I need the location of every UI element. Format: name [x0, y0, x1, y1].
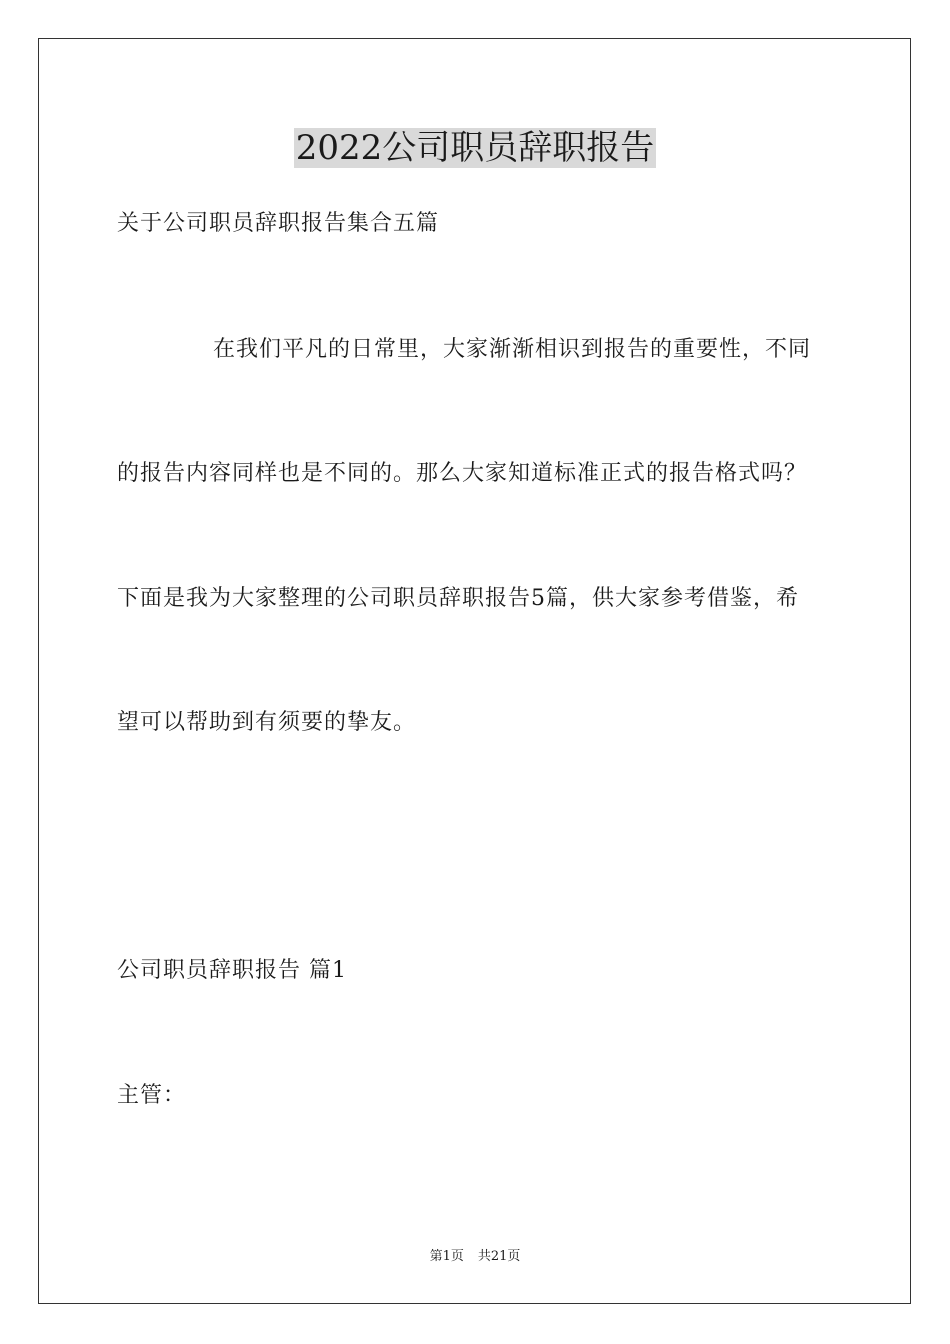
- paragraph-line: 的报告内容同样也是不同的。那么大家知道标准正式的报告格式吗？: [117, 461, 808, 486]
- salutation: 主管：: [117, 1083, 187, 1108]
- page-number: 第1页: [429, 1249, 464, 1264]
- paragraph-line: 望可以帮助到有须要的挚友。: [117, 710, 417, 735]
- paragraph-line: 下面是我为大家整理的公司职员辞职报告5篇，供大家参考借鉴，希: [117, 586, 799, 611]
- document-title-text: 2022公司职员辞职报告: [295, 128, 655, 168]
- paragraph-line: 在我们平凡的日常里，大家渐渐相识到报告的重要性，不同: [213, 337, 812, 362]
- page-footer: [0, 1248, 950, 1266]
- section-heading: 公司职员辞职报告 篇1: [117, 958, 347, 983]
- page-total: 共21页: [477, 1249, 521, 1264]
- document-title: [0, 126, 950, 170]
- document-subtitle: 关于公司职员辞职报告集合五篇: [117, 211, 440, 236]
